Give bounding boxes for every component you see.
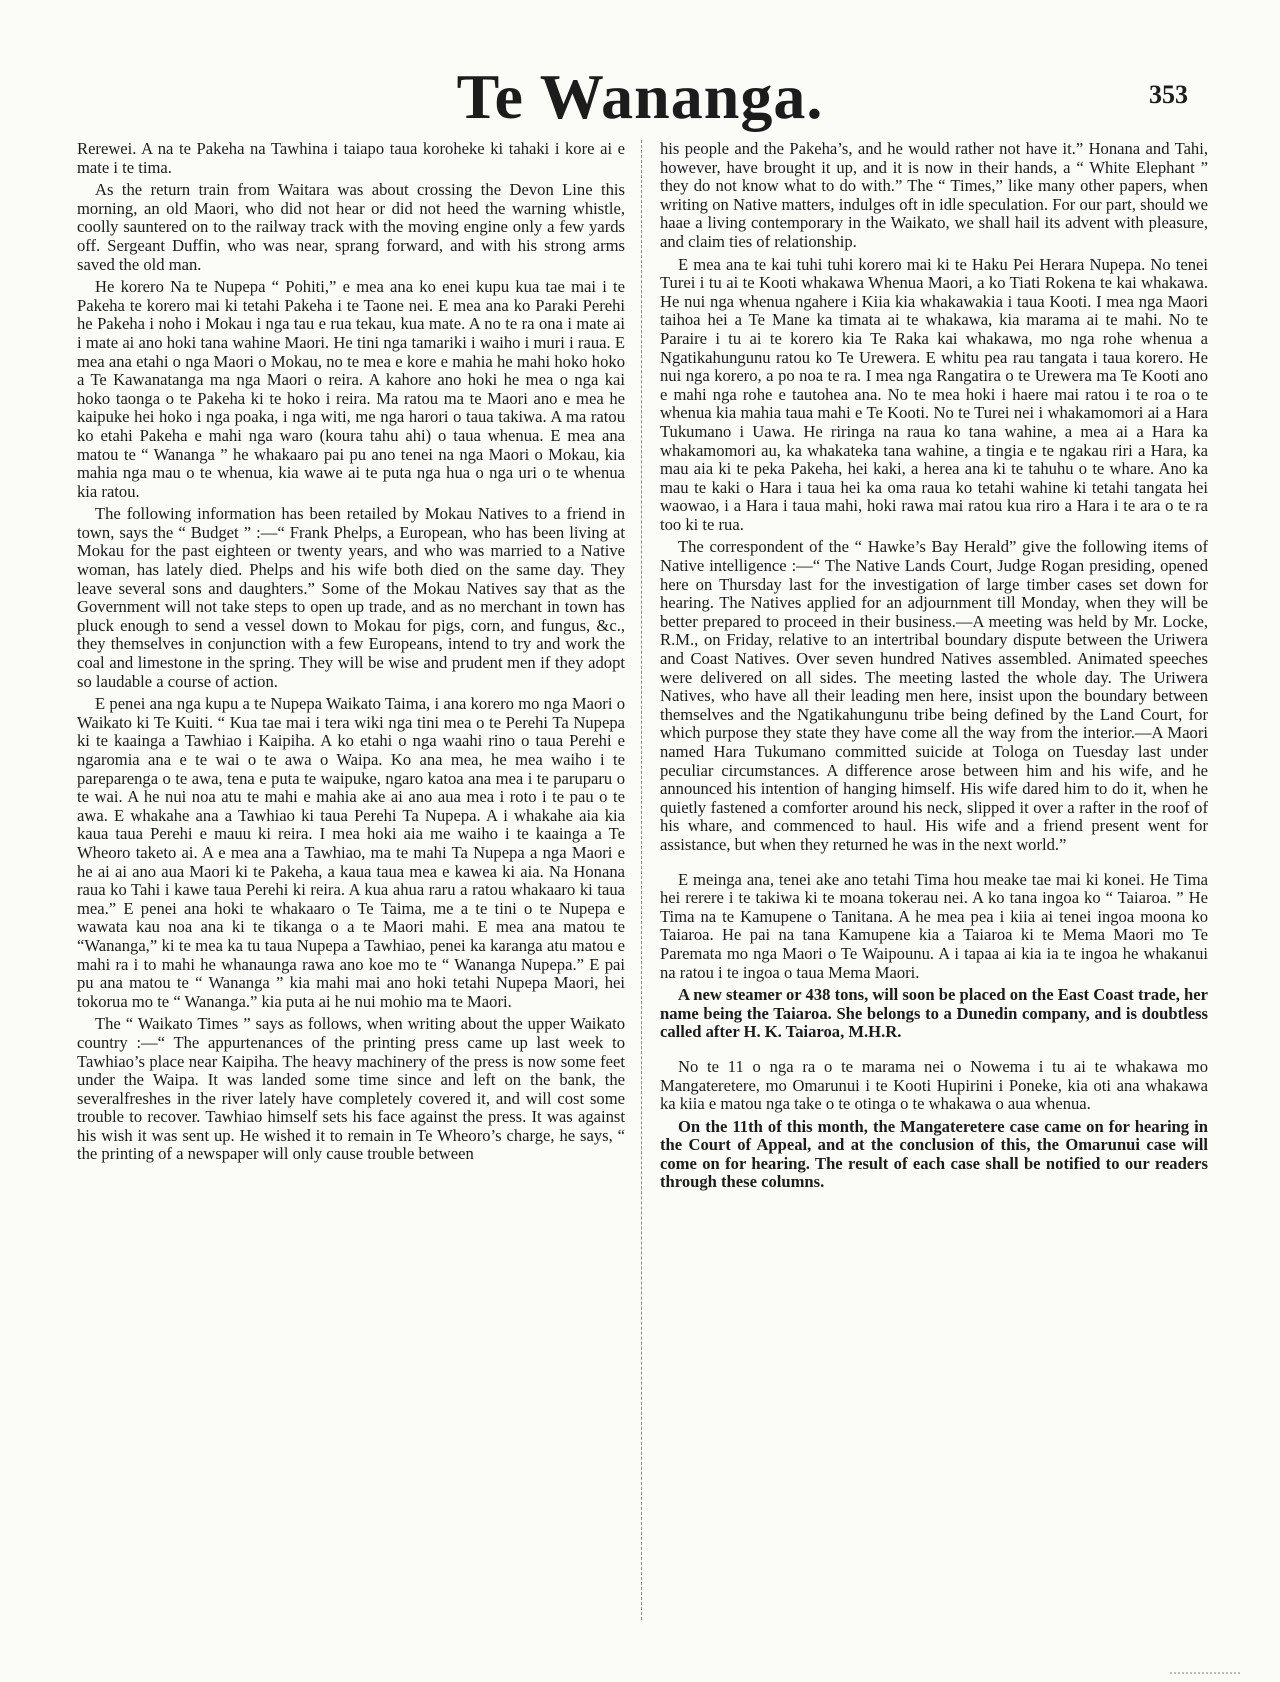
column-divider <box>641 140 642 1620</box>
paragraph: his people and the Pakeha’s, and he would rather not have it.” Honana and Tahi, however, have brought it up, and it is now in their hands, a “ White Elephant ” they do not know what to do with.” The “ Times,” like many other papers, when writing on Native matters, indulges oft in idle speculation. For our part, should we haae a living contemporary in the Waikato, we shall hail its advent with pleasure, and claim ties of relationship. <box>660 140 1208 251</box>
page-title: Te Wananga. <box>456 61 824 132</box>
paragraph: E mea ana te kai tuhi tuhi korero mai ki te Haku Pei Herara Nupepa. No tenei Turei i tu ai te Kooti whakawa Whenua Maori, a ko Tiati Rokena te kai whakawa. He nui nga whenua ngahere i Kiia kia whakawakia i taua Kooti. I mea nga Maori taihoa hei a Te Mane ka timata ai te whakawa, kia marama ai te mahi. No te Paraire i tu ai te korero kia Te Raka kai whakawa, mo nga rohe whenua a Ngatikahungunu ratou ko Te Urewera. E whitu pea rau tangata i taua korero. He nui nga korero, a po noa te ra. I mea nga Rangatira o te Urewera ma Te Kooti ano e mahi nga rohe e tautohea ana. No te mea hoki i haere mai ratou i te roa o te whenua kia mahia taua mahi e Te Kooti. No te Turei nei i whakamomori ai a Hara Tukumano i Uawa. He riringa na raua ko tana wahine, a mea ai a Hara ka whakamomori au, ka whakateka tana wahine, a tingia e te ngakau riri a Hara, ka mau aia ki te peka Pakeha, hei kaki, a herea ana ki te tahuhu o te whare. Ano ka mau te kaki o Hara i taua hei ka oma raua ko tetahi wahine ki tetahi tangata hei waowao, i a Hara i taua mahi, hoki rawa mai ratou kua riro a Hara i te ara o te ra too ki te rua. <box>660 254 1208 534</box>
page-number: 353 <box>1149 80 1188 109</box>
paragraph: As the return train from Waitara was about crossing the Devon Line this morning, an old Maori, who did not hear or did not heed the warning whistle, coolly sauntered on to the railway track with the moving engine only a few yards off. Sergeant Duffin, who was near, sprang forward, and with his strong arms saved the old man. <box>77 180 625 274</box>
right-column <box>660 140 1208 1640</box>
paragraph: On the 11th of this month, the Mangateretere case came on for hearing in the Court of Appeal, and at the conclusion of this, the Omarunui case will come on for hearing. The result of each case shall be notified to our readers through these columns. <box>660 1116 1208 1192</box>
paragraph: E penei ana nga kupu a te Nupepa Waikato Taima, i ana korero mo nga Maori o Waikato ki Te Kuiti. “ Kua tae mai i tera wiki nga tini mea o te Perehi Ta Nupepa ki te kaainga a Tawhiao i Kaipiha. A ko etahi o nga waahi rino o taua Perehi e ngaromia ana e te wai o te awa o Waipa. Ko ana mea, he mea waiho i te pareparenga o te awa, tena e puta te waipuke, ngaro katoa ana mea i te paruparu o te wai. A he nui noa atu te mahi e mahia ake ai ano aua mea i roto i te pau o te awa. E whakahe ana a Tawhiao ki taua Perehi Ta Nupepa. A i whakahe aia kia kaua taua Perehi e mauu ki reira. I mea hoki aia me waiho i te kaainga a Te Wheoro taketo ai. A e mea ana a Tawhiao, ma te mahi Ta Nupepa a nga Maori e he ai ai ano aua Maori ki te Pakeha, a kaua taua mea e kawea ki aia. Na Honana raua ko Tahi i kawe taua Perehi ki reira. A kua ahua raru a ratou whakaaro ki taua mea.” E penei ana hoki te whakaaro o Te Taima, me a te tini o te Nupepa e wawata kau noa ana ki te tikanga o a te Maori mahi. E mea ana matou te “Wananga,” ki te mea ka tu taua Nupepa a Tawhiao, penei ka karanga atu matou e mahi ra i to mahi he whanaunga rawa ano koe mo te “ Wananga Nupepa.” E pai pu ana matou te “ Wananga ” kia mahi mai ano hoki tetahi Nupepa Maori, hei tokorua mo te “ Wananga.” kia puta ai he nui mohio ma te Maori. <box>77 694 625 1011</box>
paragraph: No te 11 o nga ra o te marama nei o Nowema i tu ai te whakawa mo Mangateretere, mo Omarunui i te Kooti Hupirini i Poneke, kia oti ana whakawa ka kiia e matou nga take o te otinga o te whakawa o aua whenua. <box>660 1056 1208 1114</box>
paragraph: E meinga ana, tenei ake ano tetahi Tima hou meake tae mai ki konei. He Tima hei rerere i te takiwa ki te moana tokerau nei. A ko tana ingoa ko “ Taiaroa. ” He Tima na te Kamupene o Tanitana. A he mea pea i kiia ai tenei ingoa moona ko Taiaroa. He pai na tana Kamupene kia a Taiaroa ki te Mema Maori mo Te Paremata mo nga Maori o Te Waipounu. A i tapaa ai kia ia te ingoa he whakanui na ratou i te ingoa o taua Mema Maori. <box>660 869 1208 982</box>
paragraph: The correspondent of the “ Hawke’s Bay Herald” give the following items of Native intelligence :—“ The Native Lands Court, Judge Rogan presiding, opened here on Thursday last for the investigation of large timber cases set down for hearing. The Natives applied for an adjournment till Monday, when they will be better prepared to proceed in their business.—A meeting was held by Mr. Locke, R.M., on Friday, relative to an intertribal boundary dispute between the Uriwera and Coast Natives. Over seven hundred Natives assembled. Animated speeches were delivered on all sides. The meeting lasted the whole day. The Uriwera Natives, who have all their leading men here, insist upon the boundary between themselves and the Ngatikahungunu tribe being defined by the Land Court, for which purpose they state they have come all the way from the interior.—A Maori named Hara Tukumano committed suicide at Tologa on Tuesday last under peculiar circumstances. A difference arose between him and his wife, and he announced his intention of hanging himself. His wife dared him to do it, when he quietly fastened a comforter around his neck, slipped it over a rafter in the roof of his whare, and commenced to haul. His wife and a friend present went for assistance, but when they returned he was in the next world.” <box>660 537 1208 854</box>
paragraph: The following information has been retailed by Mokau Natives to a friend in town, says the “ Budget ” :—“ Frank Phelps, a European, who has been living at Mokau for the past eighteen or twenty years, and who was married to a Native woman, has lately died. Phelps and his wife both died on the same day. They leave several sons and daughters.” Some of the Mokau Natives say that as the Government will not take steps to open up trade, and as no merchant in town has pluck enough to send a vessel down to Mokau for pigs, corn, and fungus, &c., they themselves in conjunction with a few Europeans, intend to try and work the coal and limestone in the spring. They will be wise and prudent men if they adopt so laudable a course of action. <box>77 504 625 691</box>
paragraph: A new steamer or 438 tons, will soon be placed on the East Coast trade, her name being the Taiaroa. She belongs to a Dunedin company, and is doubtless called after H. K. Taiaroa, M.H.R. <box>660 985 1208 1042</box>
left-column <box>77 140 625 1640</box>
footer-mark <box>1170 1668 1240 1674</box>
masthead <box>0 62 1280 132</box>
paragraph: The “ Waikato Times ” says as follows, when writing about the upper Waikato country :—“ The appurtenances of the printing press came up last week to Tawhiao’s place near Kaipiha. The heavy machinery of the press is now some feet under the Waipa. It was landed some time since and left on the bank, the severalfreshes in the river lately have completely covered it, and will cost some trouble to recover. Tawhiao himself sets his face against the press. It was against his wish it was sent up. He wished it to remain in Te Wheoro’s charge, he says, “ the printing of a newspaper will only cause trouble between <box>77 1014 625 1164</box>
paragraph: Rerewei. A na te Pakeha na Tawhina i taiapo taua koroheke ki tahaki i kore ai e mate i te tima. <box>77 140 625 177</box>
paragraph: He korero Na te Nupepa “ Pohiti,” e mea ana ko enei kupu kua tae mai i te Pakeha te korero mai ki tetahi Pakeha i te Taone nei. E mea ana ko Paraki Perehi he Pakeha i noho i Mokau i nga tau e rua tekau, kua mate. A no te ra ona i mate ai i mate ai ano hoki tana wahine Maori. He tini nga tamariki i waiho i muri i raua. E mea ana etahi o nga Maori o Mokau, no te mea e kore e mahia he mahi hoko hoko a Te Kawanatanga ma nga Maori o reira. A kahore ano hoki he mea o nga kai hoko taonga o te Pakeha ki te hoko i reira. Ma ratou ma te Maori ano e mea he kaipuke hei hoko i nga poaka, i nga witi, me nga harori o taua takiwa. A ma ratou ko etahi Pakeha e mahi nga waro (koura tahu ahi) o taua whenua. E mea ana matou te “ Wananga ” he whakaaro pai pu ano tenei na nga Maori o Mokau, kia mahia nga mau o te whenua, kia wawe ai te puta nga hua o nga uri o te whenua kia ratou. <box>77 277 625 501</box>
